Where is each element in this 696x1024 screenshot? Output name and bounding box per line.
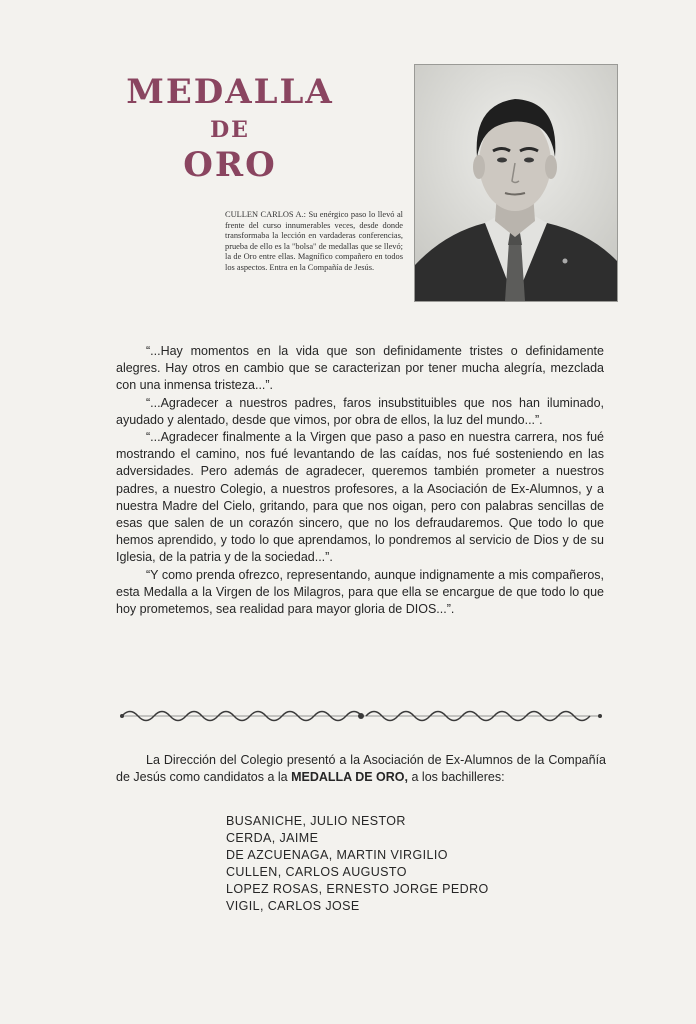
portrait-illustration bbox=[415, 65, 617, 301]
intro-paragraph bbox=[116, 752, 606, 786]
candidate-name: BUSANICHE, JULIO NESTOR bbox=[226, 814, 406, 828]
heading-medalla: MEDALLA bbox=[126, 72, 334, 112]
speech-paragraph: “Y como prenda ofrezco, representando, aunque indignamente a mis compañeros, esta Medalla a la Virgen de los Milagros, para que ella se encargue de que todo lo que hoy prometemos, sea realidad para mayor gloria de DIOS...”. bbox=[116, 567, 604, 617]
speech-text bbox=[116, 343, 604, 618]
speech-paragraph: “...Agradecer a nuestros padres, faros insubstituibles que nos han iluminado, ayudado y alentado, desde que vimos, por obra de ellos, la luz del mundo...”. bbox=[116, 395, 604, 427]
photo-caption: CULLEN CARLOS A.: Su enérgico paso lo llevó al frente del curso innumerables veces, desde donde transformaba la lección en vardaderas conferencias, prueba de ello es la "bolsa" de medallas que se llevó; la de Oro entre ellas. Magnífico compañero en todos los aspectos. Entra en la Compañía de Jesús. bbox=[225, 210, 403, 272]
intro-text-start: La Dirección del Colegio presentó a la Asociación de Ex-Alumnos de la Compañía de Jesús como candidatos a la bbox=[116, 753, 606, 784]
candidate-name: CERDA, JAIME bbox=[226, 831, 319, 845]
portrait-photo bbox=[414, 64, 618, 302]
candidates-intro bbox=[116, 752, 606, 786]
heading-de: DE bbox=[210, 117, 250, 143]
ornamental-divider bbox=[116, 705, 606, 727]
speech-paragraph: “...Agradecer finalmente a la Virgen que paso a paso en nuestra carrera, nos fué mostrando el camino, nos fué levantando de las caídas, nos fué sosteniendo en las adversidades. Pero además de agradecer, queremos también prometer a nuestros padres, a nuestro Colegio, a nuestros profesores, a la Asociación de Ex-Alumnos, y a nuestra Madre del Cielo, gritando, para que nos oigan, pero con palabras sencillas de esas que salen de un corazón sincero, que no los defraudaremos. Que todo lo que hemos aprendido, y todo lo que aprendamos, lo pondremos al servicio de Dios y de su Iglesia, de la patria y de la sociedad...”. bbox=[116, 430, 604, 565]
heading-oro: ORO bbox=[183, 145, 277, 185]
speech-paragraph: “...Hay momentos en la vida que son definidamente tristes o definidamente alegres. Hay otros en cambio que se caracterizan por tener mucha alegría, mezclada con una inmensa tristeza...”. bbox=[116, 344, 604, 393]
candidate-name: LOPEZ ROSAS, ERNESTO JORGE PEDRO bbox=[226, 882, 489, 896]
candidates-list bbox=[226, 813, 556, 915]
candidate-name: DE AZCUENAGA, MARTIN VIRGILIO bbox=[226, 848, 448, 862]
candidate-name: VIGIL, CARLOS JOSE bbox=[226, 899, 360, 913]
intro-text-end: a los bachilleres: bbox=[408, 770, 505, 784]
candidate-name: CULLEN, CARLOS AUGUSTO bbox=[226, 865, 407, 879]
intro-bold-medalla: MEDALLA DE ORO, bbox=[291, 770, 409, 784]
